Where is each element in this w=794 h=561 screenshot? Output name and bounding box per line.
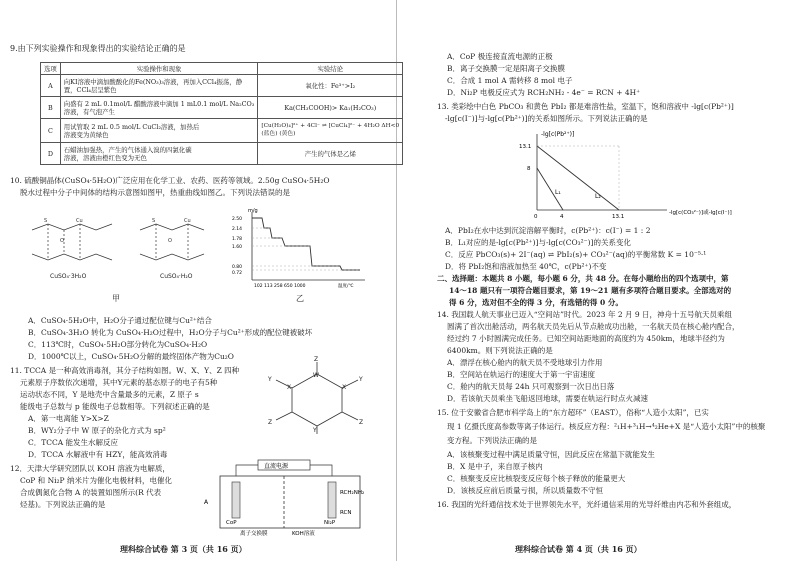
- q14-line3: 经过约 7 小时圆满完成任务。已知空间站距地面的高度约为 450km，地球半径约为: [447, 334, 725, 343]
- q11-line4: 能级电子总数与 p 能级电子总数相等。下列叙述正确的是: [20, 402, 210, 411]
- graph-ylabel: -lg[c(Pb²⁺)]: [541, 131, 575, 138]
- q9-table: [40, 62, 403, 165]
- atom-w: W: [313, 372, 319, 379]
- ytick: 8: [527, 166, 531, 172]
- ni2p-label: Ni₂P: [324, 520, 336, 526]
- q10-option-b: B．CuSO₄·3H₂O 转化为 CuSO₄·H₂O过程中，H₂O分子与Cu²⁺形成的配位键被破坏: [28, 328, 313, 337]
- ytick: 1.60: [232, 245, 243, 250]
- q15-option-a: A．该核聚变过程中满足质量守恒，因此反应在常温下就能发生: [447, 450, 655, 459]
- koh-label: KOH溶液: [292, 531, 315, 536]
- figure-jia-label: 甲: [112, 294, 120, 303]
- electrolysis-cell-diagram: [200, 458, 380, 536]
- pb-solubility-graph: [507, 128, 747, 222]
- section2-line3: 得 6 分，选对但不全的得 3 分，有选错的得 0 分。: [449, 298, 623, 307]
- graph-xlabel: 温度/℃: [338, 284, 354, 289]
- q12-line1: 12．天津大学研究团队以 KOH 溶液为电解质，: [10, 464, 170, 473]
- q15-option-c: C．核聚变反应比核裂变反应每个核子释放的能量更大: [447, 474, 626, 483]
- svg-text:S: S: [152, 218, 156, 224]
- xtick: 0: [534, 214, 538, 220]
- ytick: 13.1: [519, 144, 532, 150]
- q11-option-b: B．WY₂分子中 W 原子的杂化方式为 sp²: [28, 426, 166, 435]
- atom-y: Y: [359, 376, 363, 383]
- cop-label: CoP: [226, 520, 237, 526]
- copper-sulfate-structures: [20, 210, 220, 282]
- thermogravimetric-curve: [252, 218, 360, 270]
- atom-z: Z: [359, 419, 364, 426]
- section2-line1: 二、选择题：本题共 8 小题，每小题 6 分，共 48 分。在每小题给出的四个选项中，第: [437, 274, 729, 283]
- q11-line1: 11. TCCA 是一种高效消毒剂，其分子结构如图。W、X、Y、Z 四种: [10, 366, 240, 375]
- q14-option-c: C．舱内的航天员每 24h 只可观察到一次日出日落: [447, 382, 615, 391]
- table-row: B 向盛有 2 mL 0.1mol/L 醋酸溶液中滴加 1 mL0.1 mol/L Na₂CO₃ 溶液，有气泡产生 Ka(CH₃COOH)> Ka₁(H₂CO₃): [41, 97, 403, 119]
- q11-line3: 运动状态不同，Y 是地壳中含量最多的元素，Z 原子 s: [20, 390, 199, 399]
- left-footer: 理科综合试卷 第 3 页（共 16 页）: [120, 544, 247, 554]
- q11-option-d: D．TCCA 水解液中有 HZY，能高效消毒: [28, 450, 168, 459]
- svg-text:O: O: [168, 238, 172, 244]
- q11-line2: 元素原子序数依次递增，其中Y元素的基态原子的电子有5种: [20, 378, 218, 387]
- table-header: 实验结论: [258, 63, 403, 75]
- svg-text:S: S: [44, 218, 48, 224]
- q13-option-d: D．将 PbI₂饱和溶液加热至 40℃，c(Pb²⁺)不变: [445, 262, 607, 271]
- q12-option-a: A．CoP 极连接直流电源的正极: [447, 52, 553, 61]
- q11-option-a: A．第一电离能 Y>X>Z: [28, 414, 109, 423]
- svg-text:O: O: [60, 238, 64, 244]
- q11-option-c: C．TCCA 能发生水解反应: [28, 438, 119, 447]
- q15-line3: 变方程。下列说法正确的是: [447, 436, 537, 445]
- ytick: 0.72: [232, 271, 243, 276]
- q12-line2: CoP 和 Ni₂P 纳米片为催化电极材料，电催化: [20, 476, 172, 485]
- q10-option-a: A．CuSO₄·5H₂O中，H₂O分子通过配位键与Cu²⁺结合: [28, 316, 212, 325]
- atom-y: Y: [313, 427, 317, 434]
- q12-line3: 合成偶氮化合物 A 的装置如图所示(R 代表: [20, 488, 162, 497]
- q14-line2: 圆满了首次出舱活动，两名航天员先后从节点舱成功出舱，一名航天员在核心舱内配合，: [447, 322, 740, 331]
- q10-line1: 10. 硫酸铜晶体(CuSO₄·5H₂O)广泛应用在化学工业、农药、医药等领域。2.50g CuSO₄·5H₂O: [10, 176, 330, 185]
- table-header: 实验操作和现象: [60, 63, 258, 75]
- q12-option-c: C．合成 1 mol A 需转移 8 mol 电子: [447, 76, 573, 85]
- q16-line1: 16. 我国的光纤通信技术处于世界领先水平，光纤通信采用的光导纤维由内芯和外套组成，: [437, 500, 737, 509]
- ytick: 2.50: [232, 217, 243, 222]
- graph-ylabel: m/g: [248, 208, 258, 214]
- thermogravimetric-graph: [230, 206, 370, 290]
- graph-xticks: 102 113 258 650 1000: [254, 284, 306, 289]
- table-header: 选项: [41, 63, 61, 75]
- atom-z: Z: [268, 419, 273, 426]
- tcca-structure: [262, 356, 372, 436]
- table-row: A 向KI溶液中滴加酸酸化的Fe(NO₃)₃溶液，再加入CCl₄振荡，静置，CCl₄层呈紫色 氧化性：Fe³⁺>I₂: [41, 75, 403, 97]
- q13-option-b: B．L₁对应的是-lg[c(Pb²⁺)]与-lg[c(CO₃²⁻)]的关系变化: [445, 238, 631, 247]
- l2-label: L₂: [595, 193, 601, 200]
- ytick: 2.14: [232, 227, 243, 232]
- q14-option-d: D．若该航天员乘坐飞船返回地球，需要在轨运行时点火减速: [447, 394, 649, 403]
- right-page: [397, 0, 794, 561]
- q14-option-b: B．空间站在轨运行的速度大于第一宇宙速度: [447, 370, 596, 379]
- line-l2: [537, 146, 619, 210]
- q12-line4: 烃基)。下列说法正确的是: [20, 500, 106, 509]
- q10-option-c: C．113℃时，CuSO₄·5H₂O部分转化为CuSO₄·H₂O: [28, 340, 208, 349]
- q15-option-b: B．X 是中子，来自原子核内: [447, 462, 543, 471]
- q14-line4: 6400km。则下列说法正确的是: [447, 346, 553, 355]
- q15-line1: 15. 位于安徽省合肥市科学岛上的“东方超环”（EAST），俗称“人造小太阳”，已实: [437, 408, 709, 417]
- q13-line1: 13. 类彩绘中白色 PbCO₃ 和黄色 PbI₂ 都是难溶性盐，室温下，饱和溶液中 -lg[c(Pb²⁺)]: [437, 102, 734, 111]
- q12-option-b: B．离子交换膜一定是阳离子交换膜: [447, 64, 566, 73]
- rcn-label: RCN: [340, 510, 352, 516]
- q13-option-c: C．反应 PbCO₃(s)+ 2I⁻(aq) ⇌ PbI₂(s)+ CO₃²⁻(aq)的平衡常数 K = 10⁻⁵·¹: [445, 250, 707, 259]
- q13-line2: -lg[c(I⁻)]与-lg[c(Pb²⁺)]的关系如图所示。下列说法正确的是: [445, 114, 648, 123]
- svg-text:Cu: Cu: [76, 218, 83, 224]
- atom-y: Y: [268, 376, 272, 383]
- ytick: 1.78: [232, 237, 243, 242]
- q9-stem: 9.由下列实验操作和现象得出的实验结论正确的是: [10, 44, 186, 53]
- right-footer: 理科综合试卷 第 4 页（共 16 页）: [515, 544, 642, 554]
- structure-1-label: CuSO₄·3H₂O: [50, 273, 87, 280]
- power-supply-label: 直流电源: [264, 463, 289, 470]
- rch2nh2-label: RCH₂NH₂: [340, 490, 365, 496]
- q15-option-d: D．该核反应前后质量亏损，所以质量数不守恒: [447, 486, 604, 495]
- q10-option-d: D．1000℃以上，CuSO₄·5H₂O分解的最终固体产物为Cu₂O: [28, 352, 234, 361]
- xtick: 4: [560, 214, 564, 220]
- atom-x: X: [342, 384, 347, 391]
- section2-line2: 14～18 题只有一项符合题目要求，第 19～21 题有多项符合题目要求。全部选对的: [449, 286, 732, 295]
- q14-line1: 14. 我国载人航天事业已迈入“空间站”时代。2023 年 2 月 9 日，神舟十五号航天员乘组: [437, 310, 733, 319]
- atom-x: X: [287, 384, 292, 391]
- q14-option-a: A．漂浮在核心舱内的航天员不受地球引力作用: [447, 358, 603, 367]
- table-row: C 用试管取 2 mL 0.5 mol/L CuCl₂溶液，加热后 溶液变为黄绿色 [Cu(H₂O)₄]²⁺ + 4Cl⁻ ⇌ [CuCl₄]²⁻ + 4H₂O ΔH<0 (蓝色) (黄色): [41, 119, 403, 143]
- q12-option-d: D．Ni₂P 电极反应式为 RCH₂NH₂ - 4e⁻ = RCN + 4H⁺: [447, 88, 641, 97]
- ytick: 0.80: [232, 265, 243, 270]
- figure-yi-label: 乙: [296, 294, 304, 303]
- membrane-label: 离子交换膜: [240, 531, 268, 536]
- atom-z: Z: [314, 356, 319, 363]
- svg-text:Cu: Cu: [184, 218, 191, 224]
- structure-2-label: CuSO₄·H₂O: [160, 273, 193, 280]
- q13-option-a: A．PbI₂在水中达到沉淀溶解平衡时，c(Pb²⁺)：c(I⁻) = 1 : 2: [445, 226, 651, 235]
- q15-line2: 现 1 亿摄氏度高参数等离子体运行。核反应方程：²₁H+³₁H→⁴₂He+X 是“人造小太阳”中的核聚: [447, 422, 766, 431]
- product-a-label: A: [204, 499, 209, 506]
- q10-line2: 脱水过程中分子中间体的结构示意图如图甲，热重曲线如图乙。下列说法错误的是: [20, 188, 290, 197]
- l1-label: L₁: [555, 189, 561, 196]
- table-row: D 石蜡油加强热，产生的气体通入溴的四氯化碳 溶液，溶液由橙红色变为无色 产生的气体是乙烯: [41, 143, 403, 165]
- xtick: 13.1: [612, 214, 625, 220]
- graph-xlabel: -lg[c(CO₃²⁻)]或-lg[c(I⁻)]: [669, 210, 732, 216]
